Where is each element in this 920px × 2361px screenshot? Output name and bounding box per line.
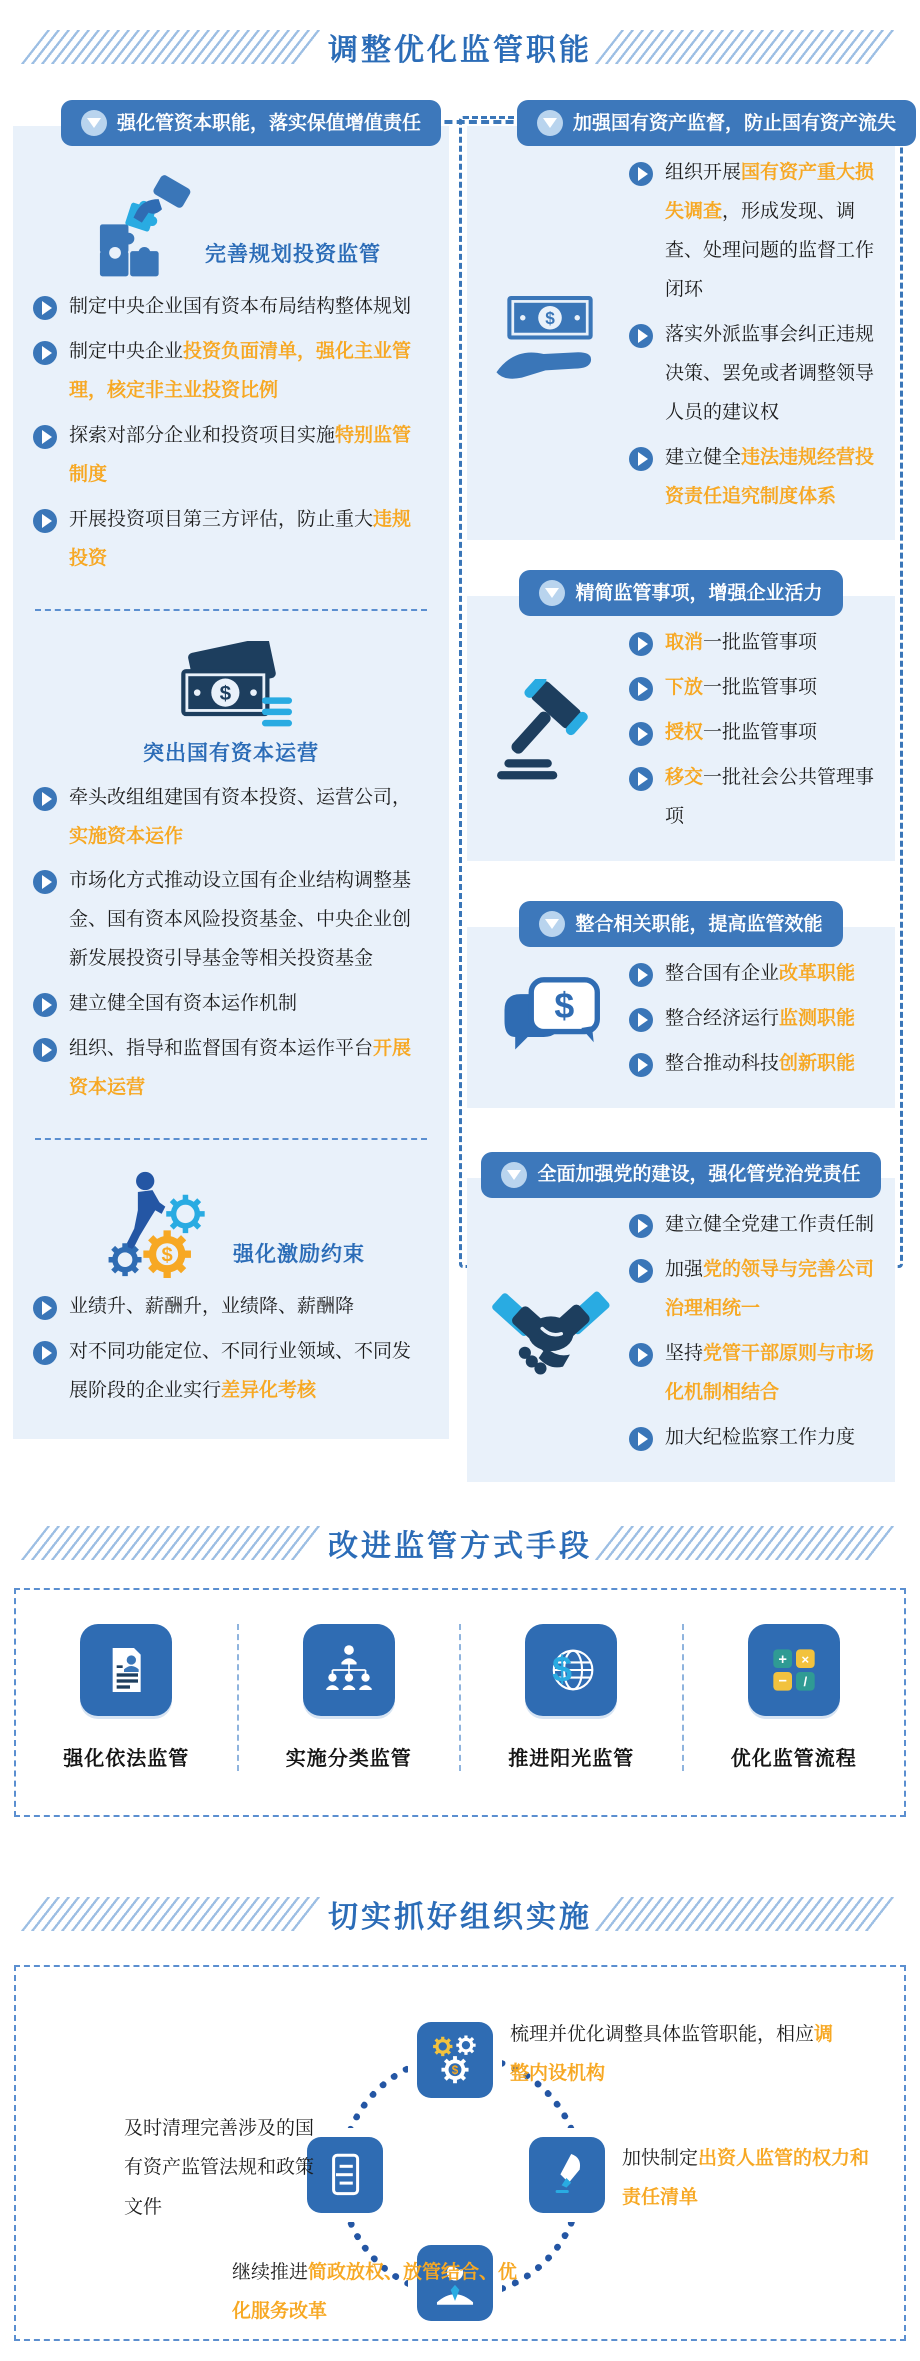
panel-bullets — [629, 949, 883, 1090]
group-planning-bullets — [33, 288, 429, 579]
right-column — [459, 94, 903, 1482]
integrate-panel — [467, 927, 895, 1108]
bullet-item — [33, 417, 429, 495]
text-segment: 市场化方式推动设立国有企业结构调整基金、国有资本风险投资基金、中央企业创新发展投资引导基金等相关投资基金 — [69, 870, 412, 970]
text-segment: 一批监管事项 — [703, 722, 818, 744]
bullet-text — [665, 714, 817, 753]
text-segment: 改革职能 — [779, 963, 856, 985]
text-segment: 加大纪检监察工作力度 — [665, 1426, 856, 1448]
text-segment: 加强 — [665, 1258, 704, 1280]
hatch-stripes-left — [21, 1897, 326, 1931]
method-classify — [237, 1624, 460, 1771]
badge-label: 全面加强党的建设，强化管党治党责任 — [537, 1164, 861, 1186]
svg-text:$: $ — [545, 308, 555, 329]
section3-header — [34, 1893, 886, 1935]
play-bullet-icon — [33, 870, 57, 894]
text-segment: 梳理并优化调整具体监管职能，相应 — [510, 2023, 815, 2045]
bullet-item — [33, 779, 429, 857]
play-bullet-icon — [629, 324, 653, 348]
supervision-badge — [517, 100, 916, 146]
play-bullet-icon — [33, 296, 57, 320]
section2-title: 改进监管方式手段 — [328, 1529, 592, 1563]
text-segment: 建立健全党建工作责任制 — [665, 1213, 875, 1235]
group-title: 突出国有资本运营 — [143, 741, 319, 765]
text-segment: 移交 — [665, 767, 704, 789]
section1-title: 调整优化监管职能 — [328, 34, 592, 67]
text-segment: 调整内设机构 — [510, 2023, 834, 2085]
section3-title: 切实抓好组织实施 — [328, 1900, 592, 1934]
money-hand-icon — [491, 285, 609, 385]
method-process — [682, 1624, 905, 1771]
text-segment: 一批监管事项 — [703, 632, 818, 654]
bullet-item — [629, 1206, 883, 1245]
bullet-text — [69, 1288, 354, 1327]
bullet-item — [629, 316, 883, 433]
method-sunshine — [459, 1624, 682, 1771]
bullet-item — [629, 1335, 883, 1413]
text-segment: ，形成发现、调查、处理问题的监督工作闭环 — [665, 200, 875, 300]
down-arrow-icon — [539, 580, 565, 606]
play-bullet-icon — [629, 1214, 653, 1238]
play-bullet-icon — [33, 1341, 57, 1365]
bullet-text — [665, 955, 855, 994]
hatch-stripes-right — [595, 30, 900, 64]
text-segment: 党的领导与完善公司治理相统一 — [665, 1258, 875, 1319]
svg-text:$: $ — [161, 1244, 173, 1267]
panel-bullets — [629, 1200, 883, 1464]
bullet-item — [629, 714, 883, 753]
bullet-item — [629, 1000, 883, 1039]
svg-text:−: − — [778, 1672, 787, 1689]
bullet-item — [33, 501, 429, 579]
dashed-divider — [35, 1138, 427, 1140]
text-segment: 违规投资 — [69, 508, 412, 569]
bullet-text — [69, 1333, 429, 1411]
handshake-icon — [485, 1279, 615, 1385]
text-segment: 下放 — [665, 677, 704, 699]
text-segment: 投资负面清单，强化主业管理，核定非主业投资比例 — [69, 340, 412, 401]
panel-bullets — [629, 148, 883, 522]
bullet-text — [665, 1335, 883, 1413]
svg-text:$: $ — [554, 985, 575, 1026]
bullet-text — [69, 417, 429, 495]
badge-label: 整合相关职能，提高监管效能 — [575, 913, 823, 935]
svg-text:$: $ — [451, 2063, 459, 2077]
left-panel — [13, 126, 449, 1439]
bullet-text — [69, 1030, 429, 1108]
text-segment: 制定中央企业 — [69, 340, 184, 362]
bullet-text — [69, 985, 297, 1024]
play-bullet-icon — [33, 787, 57, 811]
group-planning-header — [33, 174, 429, 278]
text-segment: 建立健全 — [665, 446, 742, 468]
play-bullet-icon — [629, 963, 653, 987]
hatch-stripes-right — [595, 1526, 900, 1560]
columns-area — [0, 94, 920, 1482]
down-arrow-icon — [539, 911, 565, 937]
left-column-badge — [61, 100, 441, 146]
group-capital-header — [33, 641, 429, 769]
text-segment: 一批社会公共管理事项 — [665, 767, 875, 828]
bullet-text — [665, 316, 883, 433]
play-bullet-icon — [629, 677, 653, 701]
text-segment: 组织开展 — [665, 162, 742, 183]
section2-header — [34, 1522, 886, 1564]
panel-bullets — [629, 618, 883, 843]
text-segment: 落实外派监事会纠正违规决策、罢免或者调整领导人员的建议权 — [665, 323, 875, 423]
bullet-text — [665, 624, 817, 663]
hatch-stripes-left — [21, 1526, 326, 1560]
text-segment: 加快制定 — [622, 2147, 699, 2169]
bullet-text — [69, 862, 429, 979]
play-bullet-icon — [33, 425, 57, 449]
play-bullet-icon — [33, 341, 57, 365]
org-chart-icon — [303, 1624, 395, 1716]
svg-text:$: $ — [219, 681, 232, 705]
banknotes-icon — [168, 641, 294, 733]
method-label: 推进阳光监管 — [508, 1747, 635, 1770]
section1-header — [34, 26, 886, 68]
method-label: 优化监管流程 — [730, 1747, 857, 1770]
party-panel — [467, 1178, 895, 1482]
play-bullet-icon — [33, 509, 57, 533]
bullet-text — [69, 288, 411, 327]
pen-icon — [529, 2137, 605, 2213]
group-title: 完善规划投资监管 — [205, 243, 381, 266]
play-bullet-icon — [629, 1427, 653, 1451]
bullet-text — [665, 439, 883, 517]
panel-icon-col — [479, 1200, 621, 1464]
play-bullet-icon — [629, 1259, 653, 1283]
globe-dollar-icon — [525, 1624, 617, 1716]
bullet-text — [665, 154, 883, 310]
text-segment: 简政放权、放管结合、优化服务改革 — [232, 2261, 518, 2323]
method-label: 实施分类监管 — [285, 1747, 412, 1770]
methods-box — [14, 1588, 906, 1817]
play-bullet-icon — [629, 162, 653, 186]
panel-icon-col — [479, 148, 621, 522]
text-segment: 继续推进 — [232, 2261, 309, 2283]
bullet-item — [33, 288, 429, 327]
badge-label: 加强国有资产监督，防止国有资产流失 — [573, 112, 897, 134]
bullet-text — [665, 759, 883, 837]
party-badge — [481, 1152, 880, 1198]
text-segment: 实施资本运作 — [69, 825, 184, 847]
play-bullet-icon — [629, 1008, 653, 1032]
bullet-text — [665, 1251, 883, 1329]
implementation-box — [14, 1965, 906, 2341]
panel-icon-col — [479, 949, 621, 1090]
text-segment: 探索对部分企业和投资项目实施 — [69, 424, 336, 446]
bullet-text — [69, 779, 429, 857]
chat-dollar-icon — [492, 974, 608, 1066]
bullet-item — [33, 985, 429, 1024]
text-segment: 特别监管制度 — [69, 424, 412, 485]
gavel-icon — [495, 679, 605, 783]
text-segment: 一批监管事项 — [703, 677, 818, 699]
text-segment: 违法违规经营投资责任追究制度体系 — [665, 446, 875, 507]
bullet-text — [69, 333, 429, 411]
text-segment: 牵头改组组建国有资本投资、运营公司， — [69, 786, 412, 808]
play-bullet-icon — [629, 1053, 653, 1077]
method-label: 强化依法监管 — [63, 1747, 190, 1770]
bullet-item — [33, 1030, 429, 1108]
integrate-badge — [519, 901, 842, 947]
bullet-item — [33, 1333, 429, 1411]
bullet-item — [629, 439, 883, 517]
group-title: 强化激励约束 — [233, 1243, 365, 1267]
svg-text:$: $ — [552, 1649, 573, 1690]
play-bullet-icon — [33, 1038, 57, 1062]
down-arrow-icon — [81, 110, 107, 136]
play-bullet-icon — [629, 722, 653, 746]
text-segment: 对不同功能定位、不同行业领域、不同发展阶段的企业实行 — [69, 1341, 412, 1401]
text-segment: 开展资本运营 — [69, 1038, 412, 1099]
group-capital-bullets — [33, 779, 429, 1109]
group-incentive-header — [33, 1170, 429, 1278]
left-column — [13, 94, 449, 1439]
supervision-panel — [467, 126, 895, 540]
play-bullet-icon — [629, 767, 653, 791]
method-law — [16, 1624, 237, 1771]
down-arrow-icon — [501, 1162, 527, 1188]
bullet-item — [33, 862, 429, 979]
svg-text:+: + — [778, 1651, 787, 1668]
text-segment: 建立健全国有资本运作机制 — [69, 993, 298, 1015]
text-segment: 差异化考核 — [221, 1379, 317, 1401]
person-gears-icon — [97, 1170, 219, 1278]
play-bullet-icon — [629, 632, 653, 656]
text-segment: 业绩升、薪酬升，业绩降、薪酬降 — [69, 1296, 355, 1318]
streamline-badge — [519, 570, 842, 616]
doc-person-icon — [80, 1624, 172, 1716]
play-bullet-icon — [629, 447, 653, 471]
text-segment: 整合推动科技 — [665, 1053, 780, 1074]
bullet-item — [33, 333, 429, 411]
text-segment: 监测职能 — [779, 1008, 856, 1030]
text-segment: 取消 — [665, 632, 704, 654]
bullet-text — [69, 501, 429, 579]
text-segment: 授权 — [665, 722, 704, 744]
bullet-item — [629, 154, 883, 310]
badge-label: 强化管资本职能，落实保值增值责任 — [117, 112, 422, 134]
bullet-item — [33, 1288, 429, 1327]
text-segment: 党管干部原则与市场化机制相结合 — [665, 1342, 875, 1403]
impl-text-functions — [510, 2015, 850, 2095]
bullet-item — [629, 955, 883, 994]
text-segment: 国有资产重大损失调查 — [665, 162, 875, 222]
text-segment: 整合国有企业 — [665, 963, 780, 985]
text-segment: 制定中央企业国有资本布局结构整体规划 — [69, 296, 412, 317]
bullet-item — [629, 1419, 883, 1458]
play-bullet-icon — [33, 993, 57, 1017]
bullet-item — [629, 624, 883, 663]
text-segment: 及时清理完善涉及的国有资产监管法规和政策文件 — [124, 2117, 315, 2219]
text-segment: 坚持 — [665, 1342, 704, 1364]
bullet-text — [665, 669, 817, 708]
svg-text:/: / — [803, 1673, 807, 1689]
down-arrow-icon — [537, 110, 563, 136]
text-segment: 整合经济运行 — [665, 1008, 780, 1030]
bullet-item — [629, 759, 883, 837]
gears-icon — [417, 2022, 493, 2098]
impl-text-reform — [232, 2253, 532, 2333]
bullet-text — [665, 1000, 855, 1039]
panel-icon-col — [479, 618, 621, 843]
bullet-text — [665, 1206, 874, 1245]
bullet-item — [629, 1251, 883, 1329]
streamline-panel — [467, 596, 895, 861]
hatch-stripes-left — [21, 30, 326, 64]
svg-text:×: × — [801, 1651, 809, 1667]
bullet-text — [665, 1045, 855, 1084]
impl-text-lists — [622, 2139, 872, 2219]
bullet-text — [665, 1419, 855, 1458]
calculator-icon — [748, 1624, 840, 1716]
bullet-item — [629, 1045, 883, 1084]
puzzle-hand-icon — [81, 174, 191, 278]
text-segment: 组织、指导和监督国有资本运作平台 — [69, 1038, 374, 1060]
hatch-stripes-right — [595, 1897, 900, 1931]
text-segment: 创新职能 — [779, 1053, 856, 1074]
text-segment: 出资人监管的权力和责任清单 — [622, 2147, 870, 2209]
impl-text-regulations — [124, 2109, 324, 2229]
badge-label: 精简监管事项，增强企业活力 — [575, 582, 823, 604]
dashed-divider — [35, 609, 427, 611]
play-bullet-icon — [33, 1296, 57, 1320]
bullet-item — [629, 669, 883, 708]
play-bullet-icon — [629, 1343, 653, 1367]
text-segment: 开展投资项目第三方评估，防止重大 — [69, 508, 374, 530]
group-incentive-bullets — [33, 1288, 429, 1411]
